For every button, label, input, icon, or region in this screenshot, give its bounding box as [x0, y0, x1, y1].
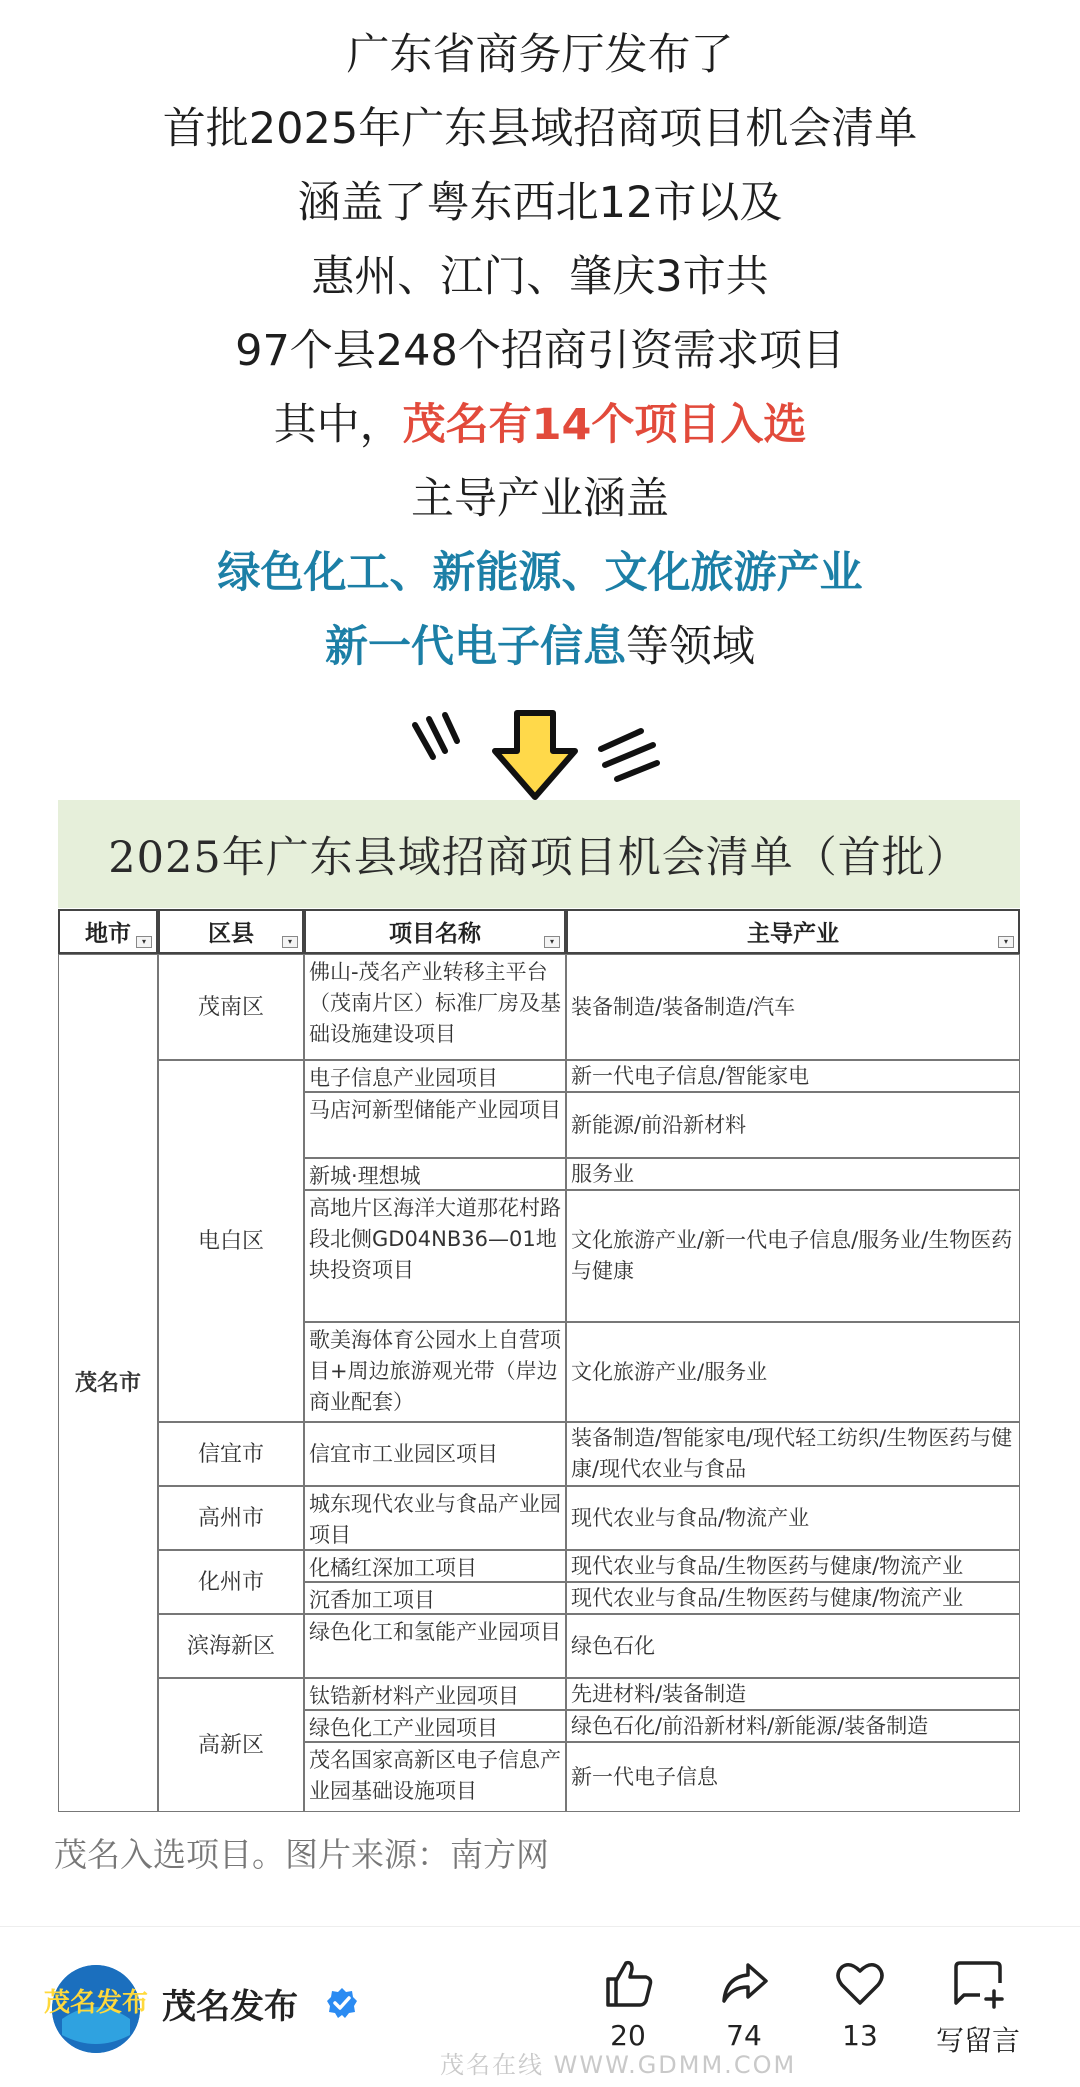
- watermark: 茂名在线 WWW.GDMM.COM: [440, 2051, 797, 2079]
- industry-cell: 文化旅游产业/新一代电子信息/服务业/生物医药与健康: [566, 1190, 1020, 1322]
- intro-line: [0, 536, 1080, 610]
- industry-cell: 新一代电子信息: [566, 1742, 1020, 1812]
- highlight-red: 茂名有14个项目入选: [402, 400, 807, 450]
- col-header-industry: [566, 909, 1020, 954]
- thumbs-up-icon: [600, 1955, 656, 2011]
- project-name-cell: 绿色化工产业园项目: [304, 1710, 566, 1742]
- district-cell: 滨海新区: [158, 1614, 304, 1678]
- sheet-title-band: [58, 800, 1020, 908]
- intro-line: 惠州、江门、肇庆3市共: [311, 252, 769, 302]
- district-cell: 茂南区: [158, 954, 304, 1060]
- heart-icon: [832, 1955, 888, 2011]
- project-name-cell: 钛锆新材料产业园项目: [304, 1678, 566, 1710]
- project-name-cell: 佛山-茂名产业转移主平台（茂南片区）标准厂房及基础设施建设项目: [304, 954, 566, 1060]
- comment-button[interactable]: [928, 1955, 1028, 2059]
- industry-cell: 新一代电子信息/智能家电: [566, 1060, 1020, 1092]
- industry-cell: 现代农业与食品/生物医药与健康/物流产业: [566, 1582, 1020, 1614]
- bottom-action-bar: [0, 1926, 1080, 2087]
- filter-dropdown-icon: ▾: [998, 936, 1014, 948]
- district-cell: 信宜市: [158, 1422, 304, 1486]
- highlight-blue: 新一代电子信息: [325, 622, 626, 672]
- intro-text: [0, 18, 1080, 684]
- image-caption: 茂名入选项目。图片来源：南方网: [54, 1835, 549, 1874]
- project-name-cell: 沉香加工项目: [304, 1582, 566, 1614]
- sheet-title: 2025年广东县域招商项目机会清单（首批）: [108, 833, 970, 883]
- project-name-cell: 马店河新型储能产业园项目: [304, 1092, 566, 1158]
- like-count: 20: [610, 2019, 646, 2052]
- share-button[interactable]: [694, 1955, 794, 2052]
- district-cell: 高州市: [158, 1486, 304, 1550]
- verified-badge-icon: [326, 1987, 358, 2019]
- comment-label: 写留言: [935, 2024, 1020, 2057]
- share-count: 74: [726, 2019, 762, 2052]
- project-name-cell: 信宜市工业园区项目: [304, 1422, 566, 1486]
- like-button[interactable]: [578, 1955, 678, 2052]
- intro-line: [0, 610, 1080, 684]
- industry-cell: 文化旅游产业/服务业: [566, 1322, 1020, 1422]
- col-header-district: [158, 909, 304, 954]
- intro-line: 广东省商务厅发布了: [346, 30, 734, 80]
- account-logo-icon: [43, 1965, 149, 2053]
- comment-add-icon: [950, 1955, 1006, 2011]
- project-name-cell: 高地片区海洋大道那花村路段北侧GD04NB36—01地块投资项目: [304, 1190, 566, 1322]
- district-cell: 化州市: [158, 1550, 304, 1614]
- industry-cell: 服务业: [566, 1158, 1020, 1190]
- favorite-button[interactable]: [810, 1955, 910, 2052]
- project-name-cell: 新城·理想城: [304, 1158, 566, 1190]
- industry-cell: 先进材料/装备制造: [566, 1678, 1020, 1710]
- col-header-label: 区县: [208, 921, 254, 947]
- industry-cell: 新能源/前沿新材料: [566, 1092, 1020, 1158]
- industry-cell: 绿色石化/前沿新材料/新能源/装备制造: [566, 1710, 1020, 1742]
- intro-line: 涵盖了粤东西北12市以及: [297, 178, 783, 228]
- col-header-city: [58, 909, 158, 954]
- col-header-project: [304, 909, 566, 954]
- project-name-cell: 城东现代农业与食品产业园项目: [304, 1486, 566, 1550]
- industry-cell: 绿色石化: [566, 1614, 1020, 1678]
- intro-text-span: 等领域: [626, 622, 755, 672]
- down-arrow-icon: [405, 705, 675, 805]
- intro-line: [0, 388, 1080, 462]
- filter-dropdown-icon: ▾: [136, 936, 152, 948]
- project-name-cell: 歌美海体育公园水上自营项目+周边旅游观光带（岸边商业配套）: [304, 1322, 566, 1422]
- industry-cell: 现代农业与食品/物流产业: [566, 1486, 1020, 1550]
- industry-cell: 现代农业与食品/生物医药与健康/物流产业: [566, 1550, 1020, 1582]
- filter-dropdown-icon: ▾: [282, 936, 298, 948]
- project-name-cell: 化橘红深加工项目: [304, 1550, 566, 1582]
- project-name-cell: 绿色化工和氢能产业园项目: [304, 1614, 566, 1678]
- col-header-label: 主导产业: [747, 921, 839, 947]
- account-name[interactable]: 茂名发布: [162, 1987, 298, 2027]
- project-name-cell: 茂名国家高新区电子信息产业园基础设施项目: [304, 1742, 566, 1812]
- avatar[interactable]: [43, 1965, 149, 2053]
- favorite-count: 13: [842, 2019, 878, 2052]
- col-header-label: 项目名称: [389, 921, 481, 947]
- col-header-label: 地市: [85, 921, 131, 947]
- share-arrow-icon: [716, 1955, 772, 2011]
- intro-text-span: 其中，: [273, 400, 403, 450]
- filter-dropdown-icon: ▾: [544, 936, 560, 948]
- project-list-sheet: [58, 800, 1020, 1812]
- intro-line: 主导产业涵盖: [411, 474, 669, 524]
- industry-cell: 装备制造/智能家电/现代轻工纺织/生物医药与健康/现代农业与食品: [566, 1422, 1020, 1486]
- city-cell: 茂名市: [58, 954, 158, 1812]
- district-cell: 高新区: [158, 1678, 304, 1812]
- intro-line: 首批2025年广东县域招商项目机会清单: [162, 104, 918, 154]
- avatar-text: 茂名发布: [43, 1988, 149, 2018]
- project-name-cell: 电子信息产业园项目: [304, 1060, 566, 1092]
- highlight-blue: 绿色化工、新能源、文化旅游产业: [217, 548, 863, 598]
- district-cell: 电白区: [158, 1060, 304, 1422]
- industry-cell: 装备制造/装备制造/汽车: [566, 954, 1020, 1060]
- intro-line: 97个县248个招商引资需求项目: [235, 326, 845, 376]
